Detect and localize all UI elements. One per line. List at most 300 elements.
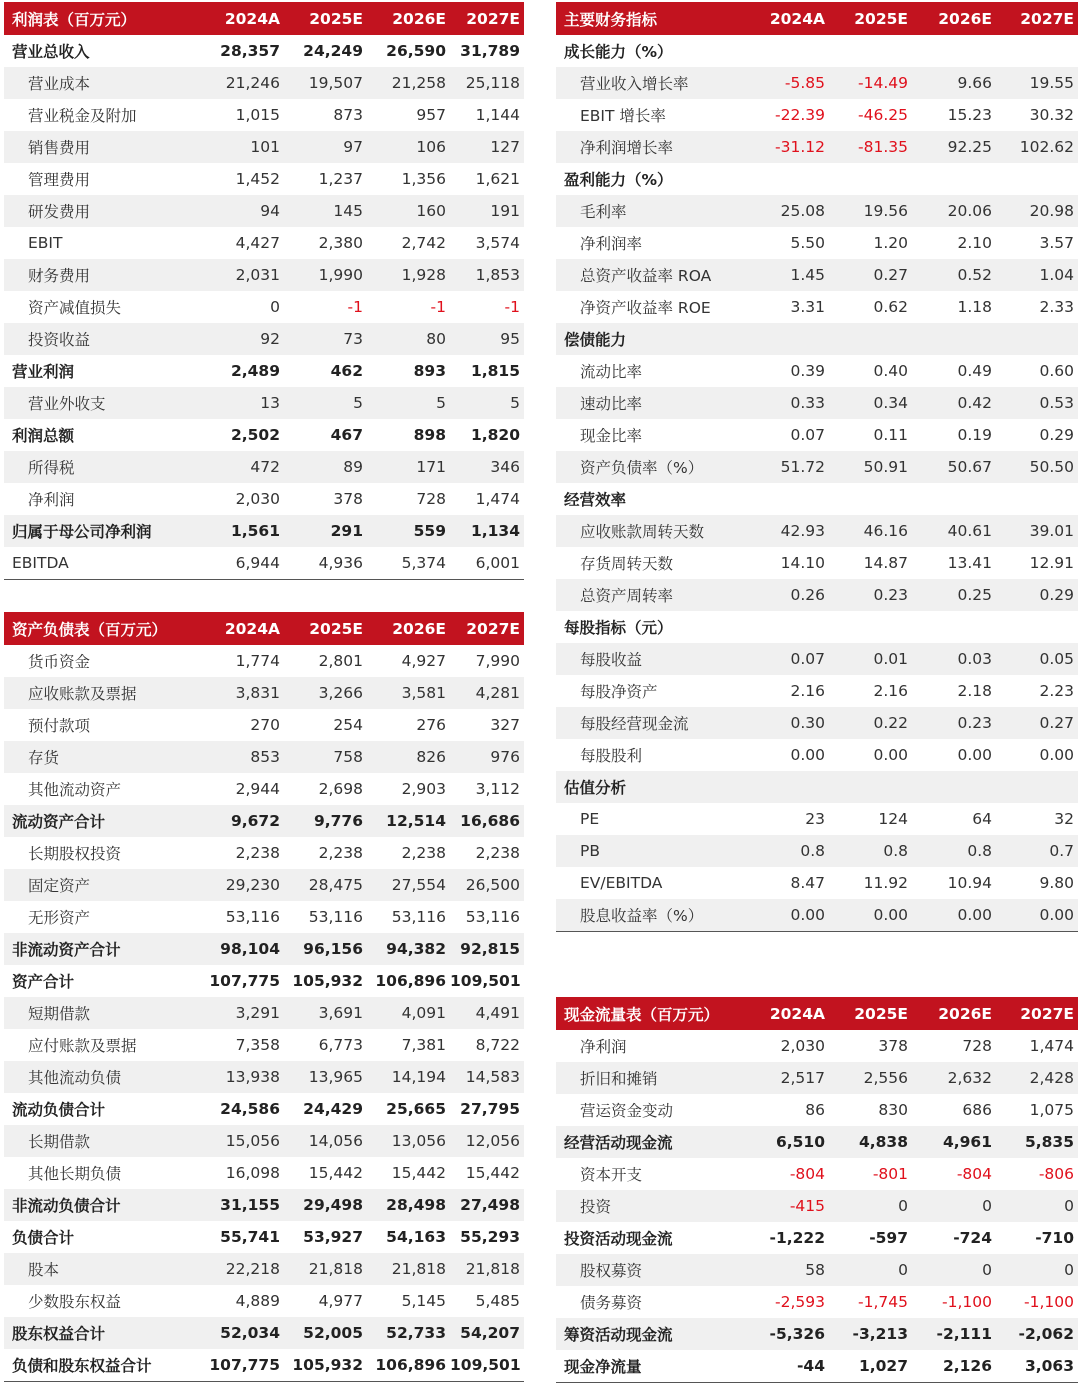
table-row (556, 355, 1078, 387)
cell-value: 92.25 (912, 131, 996, 163)
cell-value: -1,745 (829, 1286, 912, 1318)
cell-value: 2,489 (204, 355, 284, 387)
cell-value: 50.91 (829, 451, 912, 483)
cell-value: 13.41 (912, 547, 996, 579)
cell-value: 15,056 (204, 1125, 284, 1157)
cell-value: -1,100 (996, 1286, 1078, 1318)
row-label: 总资产收益率 ROA (556, 259, 746, 291)
cell-value: 4,491 (450, 997, 524, 1029)
table-row (556, 579, 1078, 611)
row-label: 投资活动现金流 (556, 1222, 746, 1254)
cell-value: -597 (829, 1222, 912, 1254)
cell-value (746, 483, 829, 515)
row-label: 预付款项 (4, 709, 204, 741)
row-label: 短期借款 (4, 997, 204, 1029)
cell-value: 0.00 (996, 899, 1078, 931)
cell-value: 0.00 (912, 899, 996, 931)
table-row (556, 1062, 1078, 1094)
row-label: EBIT (4, 227, 204, 259)
table-row (556, 451, 1078, 483)
cell-value: -2,062 (996, 1318, 1078, 1350)
row-label: 少数股东权益 (4, 1285, 204, 1317)
cell-value: 1,144 (450, 99, 524, 131)
row-label: 营业总收入 (4, 35, 204, 67)
cell-value: 758 (284, 741, 367, 773)
cell-value: 2,801 (284, 645, 367, 677)
table-row (4, 709, 524, 741)
row-label: 股东权益合计 (4, 1317, 204, 1349)
cell-value: 893 (367, 355, 450, 387)
cell-value: 2,126 (912, 1350, 996, 1382)
table-row (4, 1349, 524, 1381)
cell-value: 20.06 (912, 195, 996, 227)
table-row (4, 965, 524, 997)
cell-value: -804 (912, 1158, 996, 1190)
cell-value: 4,091 (367, 997, 450, 1029)
table-row (556, 1222, 1078, 1254)
cell-value: 3,574 (450, 227, 524, 259)
cell-value: 21,246 (204, 67, 284, 99)
row-label: 净利润 (4, 483, 204, 515)
cell-value: 30.32 (996, 99, 1078, 131)
row-label: 固定资产 (4, 869, 204, 901)
row-label: 股权募资 (556, 1254, 746, 1286)
cell-value: 2.10 (912, 227, 996, 259)
table-row (4, 195, 524, 227)
table-row (4, 291, 524, 323)
cell-value: 94 (204, 195, 284, 227)
table-row (4, 99, 524, 131)
table-row (4, 901, 524, 933)
table-row (556, 67, 1078, 99)
cell-value: 1.20 (829, 227, 912, 259)
cell-value: 728 (367, 483, 450, 515)
table-row (4, 1317, 524, 1349)
cell-value: 53,927 (284, 1221, 367, 1253)
cell-value: 101 (204, 131, 284, 163)
row-label: EBIT 增长率 (556, 99, 746, 131)
cell-value: 291 (284, 515, 367, 547)
table-row (4, 997, 524, 1029)
row-label: EBITDA (4, 547, 204, 579)
row-label: 其他流动负债 (4, 1061, 204, 1093)
cell-value: 0.07 (746, 419, 829, 451)
row-label: 资本开支 (556, 1158, 746, 1190)
year-header: 2025E (284, 612, 367, 645)
cell-value: -806 (996, 1158, 1078, 1190)
cell-value: 86 (746, 1094, 829, 1126)
cell-value: 15,442 (450, 1157, 524, 1189)
cell-value: 0.22 (829, 707, 912, 739)
cell-value: 127 (450, 131, 524, 163)
table-row (4, 451, 524, 483)
cell-value: 5,145 (367, 1285, 450, 1317)
cell-value: 3,291 (204, 997, 284, 1029)
cell-value: 13,965 (284, 1061, 367, 1093)
table-row (556, 771, 1078, 803)
cell-value: 52,733 (367, 1317, 450, 1349)
cell-value: 1,075 (996, 1094, 1078, 1126)
row-label: 流动资产合计 (4, 805, 204, 837)
cell-value (829, 35, 912, 67)
row-label: 无形资产 (4, 901, 204, 933)
table-row (556, 259, 1078, 291)
table-row (556, 1286, 1078, 1318)
table-row (556, 1094, 1078, 1126)
cell-value: 39.01 (996, 515, 1078, 547)
row-label: 净利润 (556, 1030, 746, 1062)
cell-value: 15.23 (912, 99, 996, 131)
table-row (556, 1126, 1078, 1158)
table-row (556, 1350, 1078, 1382)
cell-value: 0.05 (996, 643, 1078, 675)
cell-value: 20.98 (996, 195, 1078, 227)
key-ratios-table (556, 2, 1078, 932)
cell-value: 2,944 (204, 773, 284, 805)
cell-value: 95 (450, 323, 524, 355)
cell-value: 55,293 (450, 1221, 524, 1253)
cell-value: 50.50 (996, 451, 1078, 483)
table-header-row (556, 997, 1078, 1030)
cell-value: 21,818 (284, 1253, 367, 1285)
cell-value: 0.53 (996, 387, 1078, 419)
cell-value: 102.62 (996, 131, 1078, 163)
row-label: 所得税 (4, 451, 204, 483)
cell-value: -22.39 (746, 99, 829, 131)
table-row (4, 677, 524, 709)
cell-value: 728 (912, 1030, 996, 1062)
table-row (556, 483, 1078, 515)
cell-value: 16,098 (204, 1157, 284, 1189)
cell-value: 25,665 (367, 1093, 450, 1125)
row-label: 每股经营现金流 (556, 707, 746, 739)
cell-value (829, 163, 912, 195)
cell-value: 12,514 (367, 805, 450, 837)
row-label: 营业收入增长率 (556, 67, 746, 99)
cell-value (912, 163, 996, 195)
cell-value: 1,990 (284, 259, 367, 291)
cell-value: 7,990 (450, 645, 524, 677)
cell-value: 2.16 (746, 675, 829, 707)
cell-value: -1 (284, 291, 367, 323)
cell-value: 2,632 (912, 1062, 996, 1094)
cell-value: 26,500 (450, 869, 524, 901)
table-row (4, 163, 524, 195)
cell-value: 0 (912, 1254, 996, 1286)
table-row (4, 419, 524, 451)
cell-value: 89 (284, 451, 367, 483)
cell-value: -5,326 (746, 1318, 829, 1350)
cell-value: 0.30 (746, 707, 829, 739)
row-label: 每股指标（元） (556, 611, 746, 643)
table-row (556, 899, 1078, 931)
table-row (556, 163, 1078, 195)
row-label: 每股收益 (556, 643, 746, 675)
row-label: PE (556, 803, 746, 835)
cell-value: -81.35 (829, 131, 912, 163)
table-row (556, 739, 1078, 771)
year-header: 2026E (367, 2, 450, 35)
table-row (556, 35, 1078, 67)
table-row (4, 837, 524, 869)
cell-value: 9,672 (204, 805, 284, 837)
cell-value: 1,237 (284, 163, 367, 195)
cell-value (996, 771, 1078, 803)
cell-value: 5.50 (746, 227, 829, 259)
cell-value: -5.85 (746, 67, 829, 99)
cell-value: 9.80 (996, 867, 1078, 899)
cell-value: 1.18 (912, 291, 996, 323)
cell-value: 12,056 (450, 1125, 524, 1157)
table-row (4, 645, 524, 677)
cell-value: 23 (746, 803, 829, 835)
row-label: 营业利润 (4, 355, 204, 387)
cell-value: -415 (746, 1190, 829, 1222)
year-header: 2024A (204, 612, 284, 645)
cell-value: 31,155 (204, 1189, 284, 1221)
cell-value: 0.23 (912, 707, 996, 739)
cell-value: 54,207 (450, 1317, 524, 1349)
table-row (556, 803, 1078, 835)
cell-value: 107,775 (204, 1349, 284, 1381)
cell-value: 2,238 (284, 837, 367, 869)
cell-value: 0.03 (912, 643, 996, 675)
cell-value: 4,977 (284, 1285, 367, 1317)
row-label: 每股股利 (556, 739, 746, 771)
cell-value: 29,230 (204, 869, 284, 901)
table-row (556, 227, 1078, 259)
cell-value (912, 35, 996, 67)
year-header: 2025E (284, 2, 367, 35)
table-row (4, 869, 524, 901)
cell-value: 976 (450, 741, 524, 773)
row-label: 存货周转天数 (556, 547, 746, 579)
cell-value: 105,932 (284, 965, 367, 997)
cell-value: 270 (204, 709, 284, 741)
cell-value: 0.00 (829, 899, 912, 931)
cell-value: 15,442 (284, 1157, 367, 1189)
row-label: 非流动负债合计 (4, 1189, 204, 1221)
table-title: 资产负债表（百万元） (4, 612, 204, 645)
row-label: 现金比率 (556, 419, 746, 451)
cell-value: 0.39 (746, 355, 829, 387)
table-row (4, 1157, 524, 1189)
cell-value: -804 (746, 1158, 829, 1190)
cell-value: 0.00 (912, 739, 996, 771)
table-row (4, 741, 524, 773)
table-row (4, 387, 524, 419)
cell-value: 73 (284, 323, 367, 355)
cell-value: 1,621 (450, 163, 524, 195)
year-header: 2026E (912, 997, 996, 1030)
row-label: 投资 (556, 1190, 746, 1222)
cell-value: 2,238 (367, 837, 450, 869)
table-row (4, 483, 524, 515)
row-label: 每股净资产 (556, 675, 746, 707)
cell-value: 12.91 (996, 547, 1078, 579)
cell-value: 40.61 (912, 515, 996, 547)
table-row (4, 1189, 524, 1221)
cell-value: 55,741 (204, 1221, 284, 1253)
row-label: 应收账款及票据 (4, 677, 204, 709)
row-label: 成长能力（%） (556, 35, 746, 67)
cell-value: 686 (912, 1094, 996, 1126)
cell-value: 52,005 (284, 1317, 367, 1349)
year-header: 2024A (746, 2, 829, 35)
cell-value: 0.00 (746, 899, 829, 931)
cell-value: 0 (912, 1190, 996, 1222)
cell-value: 0.33 (746, 387, 829, 419)
cell-value: 22,218 (204, 1253, 284, 1285)
year-header: 2025E (829, 2, 912, 35)
cell-value: 5,374 (367, 547, 450, 579)
row-label: 偿债能力 (556, 323, 746, 355)
cell-value: 472 (204, 451, 284, 483)
row-label: 长期股权投资 (4, 837, 204, 869)
row-label: 债务募资 (556, 1286, 746, 1318)
cell-value: 27,498 (450, 1189, 524, 1221)
cell-value: 0.27 (996, 707, 1078, 739)
row-label: 管理费用 (4, 163, 204, 195)
year-header: 2026E (912, 2, 996, 35)
cell-value (829, 483, 912, 515)
table-row (556, 611, 1078, 643)
cell-value: 4,889 (204, 1285, 284, 1317)
table-row (4, 1253, 524, 1285)
cell-value: 0.8 (829, 835, 912, 867)
cell-value: 92,815 (450, 933, 524, 965)
cell-value: 0.00 (996, 739, 1078, 771)
row-label: 现金净流量 (556, 1350, 746, 1382)
cell-value: 21,258 (367, 67, 450, 99)
row-label: 净资产收益率 ROE (556, 291, 746, 323)
row-label: EV/EBITDA (556, 867, 746, 899)
cell-value: 0.00 (746, 739, 829, 771)
cell-value: 13,938 (204, 1061, 284, 1093)
cell-value (996, 163, 1078, 195)
table-title: 利润表（百万元） (4, 2, 204, 35)
cell-value: -3,213 (829, 1318, 912, 1350)
cell-value (746, 35, 829, 67)
table-row (556, 99, 1078, 131)
cell-value: 14.10 (746, 547, 829, 579)
cell-value: 32 (996, 803, 1078, 835)
cell-value: 28,498 (367, 1189, 450, 1221)
table-row (556, 515, 1078, 547)
table-row (556, 835, 1078, 867)
cell-value: 0.7 (996, 835, 1078, 867)
row-label: 速动比率 (556, 387, 746, 419)
table-header-row (556, 2, 1078, 35)
cell-value: 96,156 (284, 933, 367, 965)
cell-value (996, 35, 1078, 67)
cell-value: 3,266 (284, 677, 367, 709)
cell-value: 19.55 (996, 67, 1078, 99)
cell-value: 8,722 (450, 1029, 524, 1061)
cell-value: 25,118 (450, 67, 524, 99)
cell-value: 109,501 (450, 965, 524, 997)
cell-value: 0.00 (829, 739, 912, 771)
cell-value: 105,932 (284, 1349, 367, 1381)
cell-value: 2,556 (829, 1062, 912, 1094)
row-label: 总资产周转率 (556, 579, 746, 611)
table-title: 现金流量表（百万元） (556, 997, 746, 1030)
cell-value: 6,510 (746, 1126, 829, 1158)
cell-value: 0.60 (996, 355, 1078, 387)
row-label: 其他流动资产 (4, 773, 204, 805)
cell-value: -1,100 (912, 1286, 996, 1318)
cell-value (996, 483, 1078, 515)
table-row (4, 227, 524, 259)
cell-value: -1 (450, 291, 524, 323)
row-label: 长期借款 (4, 1125, 204, 1157)
cell-value: 50.67 (912, 451, 996, 483)
cell-value: 3.31 (746, 291, 829, 323)
table-row (556, 195, 1078, 227)
cell-value: 0.25 (912, 579, 996, 611)
cell-value: 7,358 (204, 1029, 284, 1061)
table-row (4, 131, 524, 163)
cell-value: 0.52 (912, 259, 996, 291)
table-row (556, 291, 1078, 323)
cell-value: 378 (829, 1030, 912, 1062)
cell-value: 24,249 (284, 35, 367, 67)
cell-value: -44 (746, 1350, 829, 1382)
cell-value: -31.12 (746, 131, 829, 163)
row-label: 折旧和摊销 (556, 1062, 746, 1094)
row-label: 股息收益率（%） (556, 899, 746, 931)
cell-value: 124 (829, 803, 912, 835)
cell-value (746, 163, 829, 195)
cell-value (829, 323, 912, 355)
cell-value: 9.66 (912, 67, 996, 99)
row-label: 归属于母公司净利润 (4, 515, 204, 547)
cell-value: 28,357 (204, 35, 284, 67)
table-row (556, 131, 1078, 163)
cell-value: 0 (996, 1254, 1078, 1286)
table-row (4, 805, 524, 837)
cell-value: 4,838 (829, 1126, 912, 1158)
cell-value: 9,776 (284, 805, 367, 837)
cell-value: 898 (367, 419, 450, 451)
row-label: 利润总额 (4, 419, 204, 451)
row-label: 盈利能力（%） (556, 163, 746, 195)
row-label: 营业成本 (4, 67, 204, 99)
row-label: 研发费用 (4, 195, 204, 227)
cell-value: -2,111 (912, 1318, 996, 1350)
row-label: 营业税金及附加 (4, 99, 204, 131)
row-label: 负债合计 (4, 1221, 204, 1253)
cell-value: 0.34 (829, 387, 912, 419)
cell-value: 92 (204, 323, 284, 355)
cell-value: 46.16 (829, 515, 912, 547)
row-label: 经营效率 (556, 483, 746, 515)
cell-value: 6,001 (450, 547, 524, 579)
cell-value: -801 (829, 1158, 912, 1190)
cell-value: 21,818 (367, 1253, 450, 1285)
cell-value: 2,238 (204, 837, 284, 869)
table-row (4, 1093, 524, 1125)
table-header-row (4, 612, 524, 645)
cell-value: 826 (367, 741, 450, 773)
year-header: 2027E (996, 2, 1078, 35)
cell-value: 2,238 (450, 837, 524, 869)
table-row (4, 67, 524, 99)
cell-value (746, 323, 829, 355)
cell-value: 0.49 (912, 355, 996, 387)
cell-value: 1,356 (367, 163, 450, 195)
cell-value: 2,698 (284, 773, 367, 805)
